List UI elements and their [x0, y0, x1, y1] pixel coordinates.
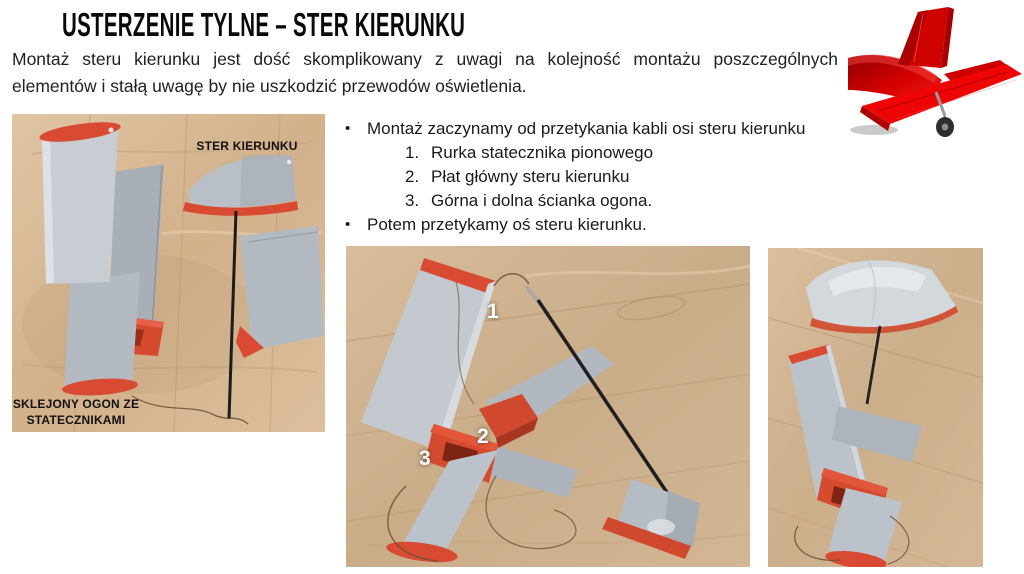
intro-paragraph: Montaż steru kierunku jest dość skomplikowany z uwagi na kolejność montażu poszczególnych elementów i stałą uwagę by nie uszkodzić przewodów oświetlenia. [12, 49, 838, 96]
middle-photo-image [346, 246, 750, 567]
left-photo-image [12, 114, 325, 432]
list-item-text: Płat główny steru kierunku [431, 167, 630, 186]
list-item [338, 165, 843, 189]
list-item [338, 189, 843, 213]
bullet-icon: • [345, 216, 351, 233]
vertical-stabilizer-slab [38, 118, 121, 284]
photo-label-sklejony-ogon [12, 396, 140, 428]
photo-label-ster-kierunku: STER KIERUNKU [196, 139, 298, 153]
right-photo-image [768, 248, 983, 567]
tail-render-graphic [848, 0, 1024, 140]
label-line: SKLEJONY OGON ZE [12, 397, 140, 411]
part-marker-1: 1 [487, 300, 499, 323]
step-number: 3. [405, 191, 420, 210]
list-item-text: Montaż zaczynamy od przetykania kabli osi steru kierunku [367, 119, 806, 138]
step-number: 2. [405, 167, 420, 186]
tail-render-figure [848, 0, 1024, 140]
step-number: 1. [405, 143, 420, 162]
list-item-text: Górna i dolna ścianka ogona. [431, 191, 653, 210]
list-item [338, 213, 843, 237]
list-item-text: Potem przetykamy oś steru kierunku. [367, 215, 647, 234]
right-photo [768, 248, 983, 567]
part-marker-2: 2 [477, 425, 489, 448]
list-item [338, 141, 843, 165]
left-photo [12, 114, 325, 432]
part-marker-3: 3 [419, 447, 431, 470]
list-item-text: Rurka statecznika pionowego [431, 143, 654, 162]
page-title: USTERZENIE TYLNE – STER KIERUNKU [62, 6, 466, 43]
middle-photo [346, 246, 750, 567]
list-item [338, 117, 843, 141]
label-line: STATECZNIKAMI [26, 413, 126, 427]
foam-rect-slab [236, 226, 324, 358]
assembly-steps-list [338, 117, 843, 237]
foam-slab-lower [62, 272, 140, 398]
vertical-stabilizer [898, 7, 954, 68]
bullet-icon: • [345, 120, 351, 137]
